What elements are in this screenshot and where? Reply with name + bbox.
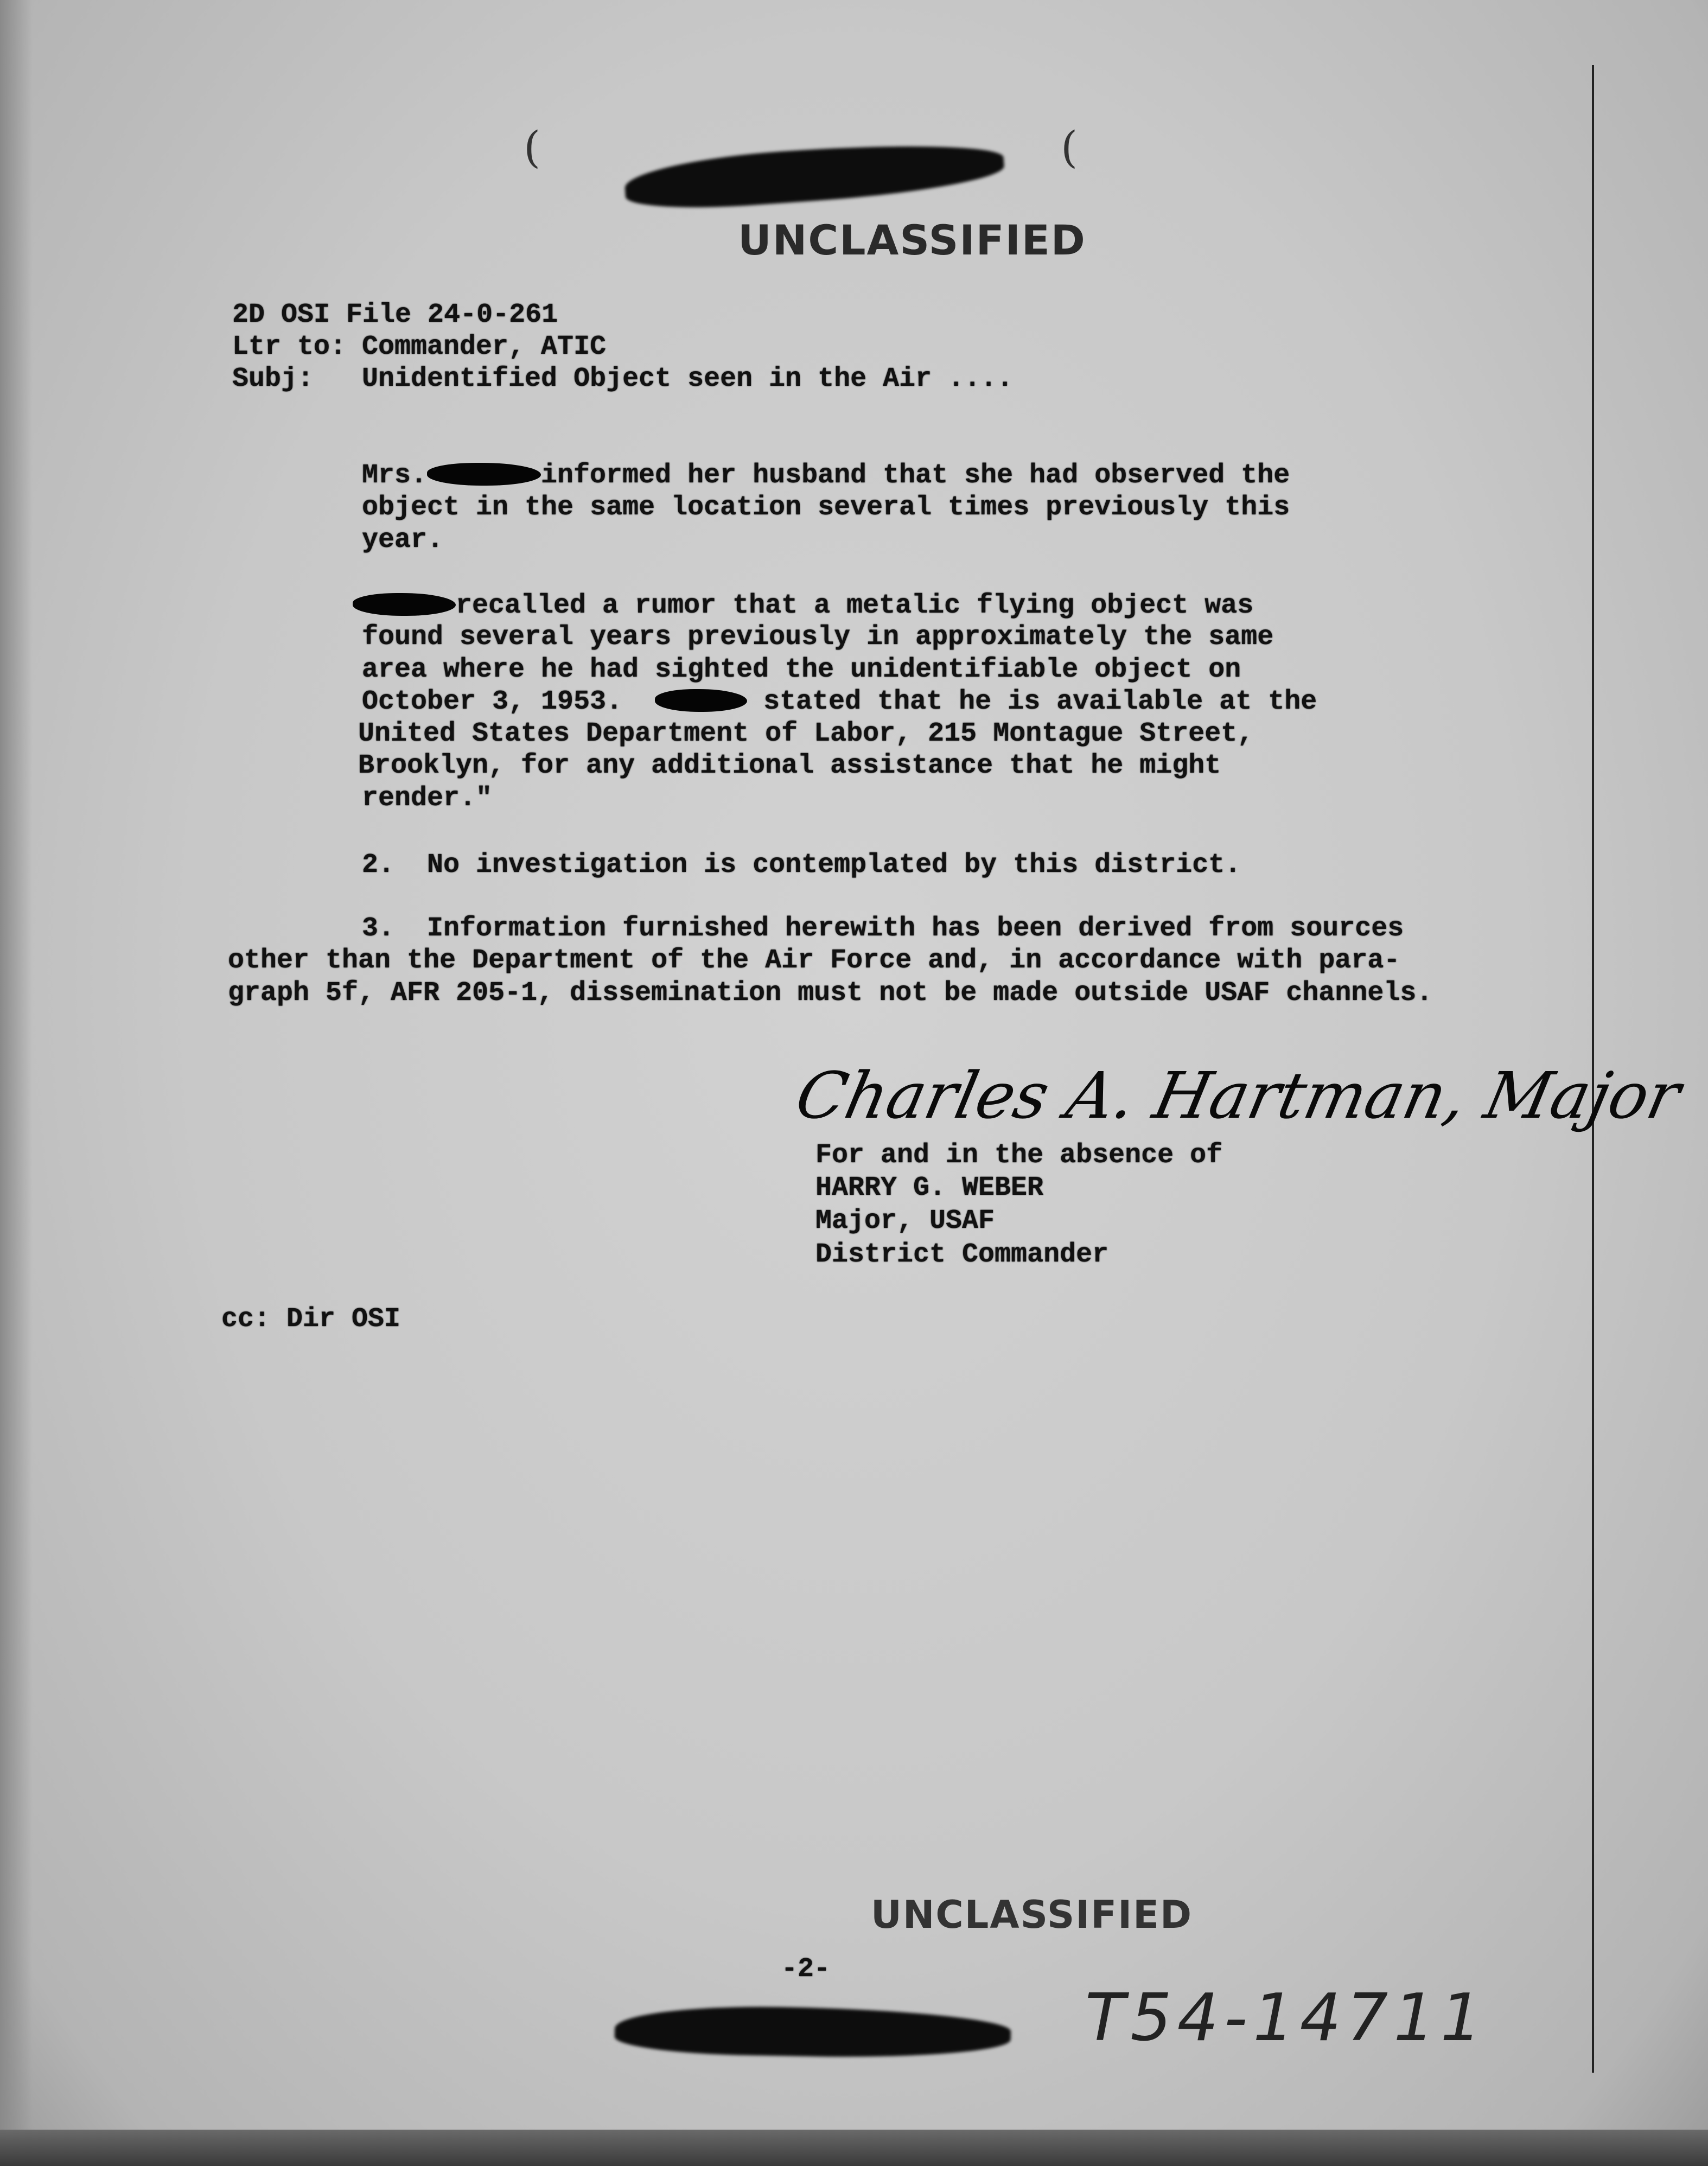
item3-line1: 3. Information furnished herewith has been derived from sources (362, 913, 1404, 944)
signature-rank: Major, USAF (815, 1206, 995, 1237)
para2-line5: United States Department of Labor, 215 Montague Street, (358, 718, 1254, 749)
para2-line2: found several years previously in approximately the same (362, 622, 1274, 653)
para2-line7: render." (362, 783, 493, 814)
text: recalled a rumor that a metalic flying object was (456, 590, 1254, 621)
item3-line2: other than the Department of the Air Force and, in accordance with para- (228, 945, 1400, 976)
para2-line3: area where he had sighted the unidentifiable object on (362, 654, 1241, 685)
file-reference: 2D OSI File 24-0-261 (232, 300, 558, 330)
para1-line2: object in the same location several times previously this (362, 492, 1290, 523)
text: October 3, 1953. (362, 686, 623, 717)
redaction (655, 689, 747, 712)
signature-title: District Commander (815, 1239, 1109, 1270)
item3-line3: graph 5f, AFR 205-1, dissemination must not be made outside USAF channels. (228, 978, 1433, 1009)
subject-label: Subj: (232, 364, 314, 394)
scan-edge-shadow (0, 0, 33, 2166)
punch-mark: ( (1061, 122, 1078, 173)
redaction (427, 463, 541, 486)
scan-bottom-border (0, 2130, 1708, 2166)
subject-value: Unidentified Object seen in the Air .... (362, 364, 1014, 394)
signature-name: HARRY G. WEBER (815, 1173, 1044, 1203)
item-2: 2. No investigation is contemplated by this district. (362, 850, 1241, 881)
carbon-copy: cc: Dir OSI (221, 1304, 401, 1335)
to-value: Commander, ATIC (362, 332, 607, 362)
classification-stamp-top: UNCLASSIFIED (738, 216, 1086, 264)
para2-line1 (353, 590, 1253, 622)
text: Mrs. (362, 460, 428, 491)
para2-line4 (362, 686, 1317, 718)
to-label: Ltr to: (232, 332, 347, 362)
redaction-bottom (614, 2004, 1011, 2060)
para1-line3: year. (362, 525, 444, 556)
redaction (353, 593, 456, 616)
handwritten-reference: T54-14711 (1085, 1980, 1488, 2056)
signature-line1: For and in the absence of (815, 1140, 1223, 1171)
classification-stamp-bottom: UNCLASSIFIED (871, 1893, 1193, 1937)
redaction-top (623, 136, 1006, 214)
punch-mark: ( (524, 122, 541, 173)
para2-line6: Brooklyn, for any additional assistance that he might (358, 750, 1221, 781)
signature: Charles A. Hartman, Major (789, 1058, 1687, 1133)
text: stated that he is available at the (763, 686, 1317, 717)
page-number: -2- (781, 1954, 831, 1985)
text: informed her husband that she had observed the (541, 460, 1290, 491)
para1-line1 (362, 460, 1290, 492)
